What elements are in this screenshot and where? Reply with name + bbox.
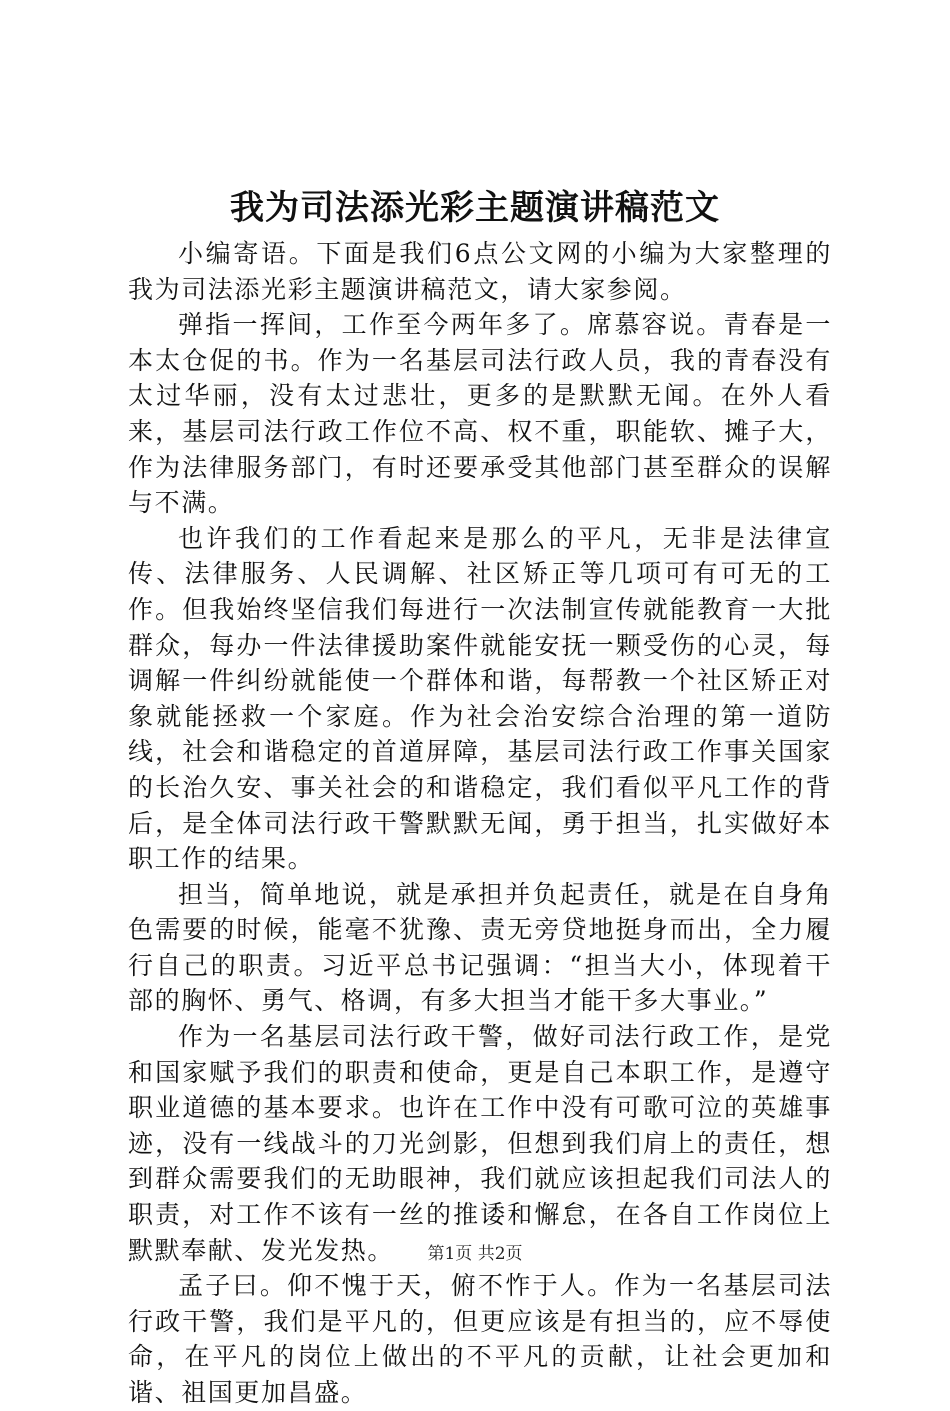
paragraph-1: 小编寄语。下面是我们6点公文网的小编为大家整理的我为司法添光彩主题演讲稿范文，请大家参阅。 (128, 239, 832, 304)
paragraph-3: 也许我们的工作看起来是那么的平凡，无非是法律宣传、法律服务、人民调解、社区矫正等几项可有可无的工作。但我始终坚信我们每进行一次法制宣传就能教育一大批群众，每办一件法律援助案件就能安抚一颗受伤的心灵，每调解一件纠纷就能使一个群体和谐，每帮教一个社区矫正对象就能拯救一个家庭。作为社会治安综合治理的第一道防线，社会和谐稳定的首道屏障，基层司法行政工作事关国家的长治久安、事关社会的和谐稳定，我们看似平凡工作的背后，是全体司法行政干警默默无闻，勇于担当，扎实做好本职工作的结果。 (128, 523, 832, 874)
document-body (128, 236, 832, 1411)
document-title: 我为司法添光彩主题演讲稿范文 (230, 188, 720, 228)
page-number-footer: 第1页 共2页 (427, 1244, 523, 1264)
paragraph-2: 弹指一挥间，工作至今两年多了。席慕容说。青春是一本太仓促的书。作为一名基层司法行政人员，我的青春没有太过华丽，没有太过悲壮，更多的是默默无闻。在外人看来，基层司法行政工作位不高、权不重，职能软、摊子大，作为法律服务部门，有时还要承受其他部门甚至群众的误解与不满。 (128, 310, 832, 518)
paragraph-6: 孟子曰。仰不愧于天，俯不怍于人。作为一名基层司法行政干警，我们是平凡的，但更应该是有担当的，应不辱使命，在平凡的岗位上做出的不平凡的贡献，让社会更加和谐、祖国更加昌盛。 (128, 1271, 832, 1407)
paragraph-4: 担当，简单地说，就是承担并负起责任，就是在自身角色需要的时候，能毫不犹豫、责无旁贷地挺身而出，全力履行自己的职责。习近平总书记强调：“担当大小，体现着干部的胸怀、勇气、格调，有多大担当才能干多大事业。” (128, 879, 832, 1016)
paragraph-5: 作为一名基层司法行政干警，做好司法行政工作，是党和国家赋予我们的职责和使命，更是自己本职工作，是遵守职业道德的基本要求。也许在工作中没有可歌可泣的英雄事迹，没有一线战斗的刀光剑影，但想到我们肩上的责任，想到群众需要我们的无助眼神，我们就应该担起我们司法人的职责，对工作不该有一丝的推诿和懈怠，在各自工作岗位上默默奉献、发光发热。 (128, 1022, 832, 1265)
